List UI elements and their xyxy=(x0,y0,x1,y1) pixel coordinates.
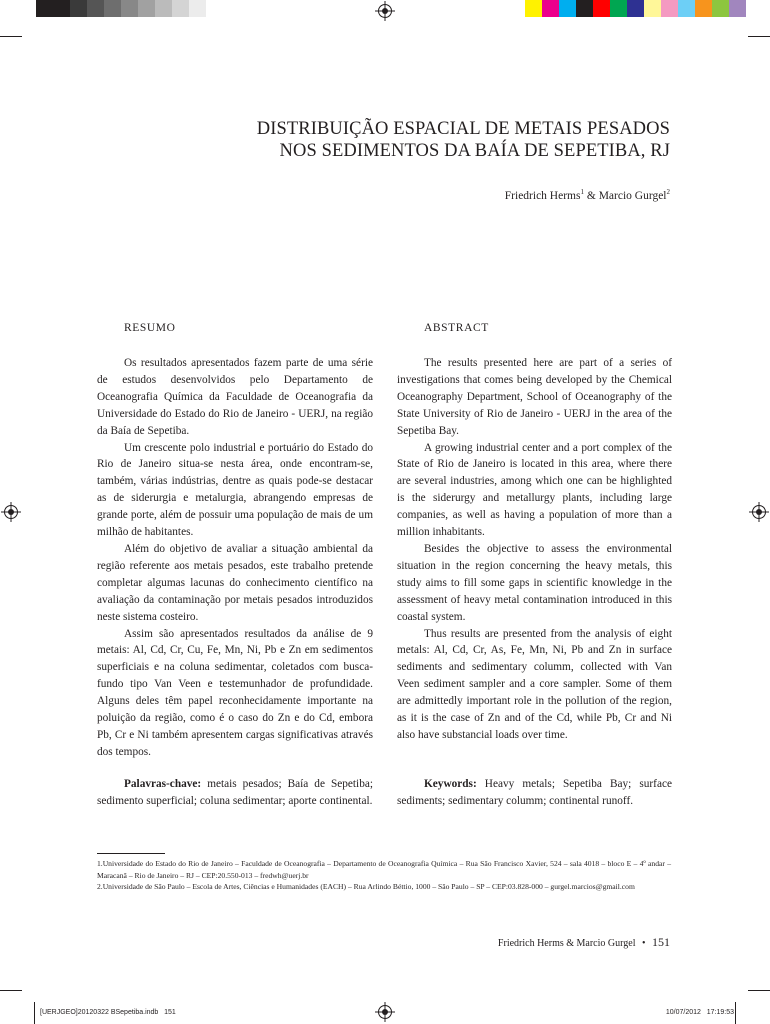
abstract-paragraph: The results presented here are part of a series of investigations that comes being developed by the Chemical Oceanography Department, School of Oceanography of the State University of Rio de Janeiro - UERJ in the area of the Sepetiba Bay. xyxy=(397,357,672,437)
author-1: Friedrich Herms xyxy=(504,190,581,202)
crop-mark xyxy=(34,1002,35,1024)
crop-mark xyxy=(748,36,770,37)
gray-swatch xyxy=(189,0,206,17)
title-line-2: NOS SEDIMENTOS DA BAÍA DE SEPETIBA, RJ xyxy=(279,141,670,161)
abstract-keywords xyxy=(397,776,672,810)
print-slug-timestamp: 10/07/2012 17:19:53 xyxy=(665,1009,734,1016)
running-footer xyxy=(498,935,670,950)
keywords-pt: metais pesados; Baía de Sepetiba; sedimento superficial; coluna sedimentar; aporte continental. xyxy=(97,778,373,807)
color-swatch xyxy=(627,0,644,17)
color-swatch xyxy=(695,0,712,17)
color-swatch xyxy=(542,0,559,17)
registration-mark-right xyxy=(752,505,766,519)
gray-swatch xyxy=(155,0,172,17)
color-swatch xyxy=(644,0,661,17)
grayscale-calibration-bar xyxy=(36,0,223,17)
footnote-2: 2.Universidade de São Paulo – Escola de Artes, Ciências e Humanidades (EACH) – Rua Arlindo Béttio, 1000 – São Paulo – SP – CEP:03.828-000 – gurgel.marcios@gmail.com xyxy=(97,882,635,891)
crop-mark xyxy=(0,990,22,991)
author-separator: & xyxy=(583,190,599,202)
color-swatch xyxy=(610,0,627,17)
author-2-affiliation-mark: 2 xyxy=(666,188,670,197)
registration-mark-bottom xyxy=(378,1005,392,1019)
color-swatch xyxy=(661,0,678,17)
color-swatch xyxy=(525,0,542,17)
resumo-paragraph: Um crescente polo industrial e portuário do Estado do Rio de Janeiro situa-se nesta área, onde encontram-se, também, várias indústrias, dentre as quais pode-se destacar as de siderurgia e metalurgia, abrangendo empresas de grande porte, além de possuir uma população de mais de um milhão de habitantes. xyxy=(97,441,373,539)
gray-swatch xyxy=(138,0,155,17)
resumo-body xyxy=(97,355,373,761)
color-swatch xyxy=(593,0,610,17)
resumo-paragraph: Assim são apresentados resultados da análise de 9 metais: Al, Cd, Cr, Cu, Fe, Mn, Ni, Pb e Zn em sedimentos superficiais e na coluna sedimentar, coletados com busca-fundo tipo Van Veen e testemunhador de profundidade. Alguns deles têm papel reconhecidamente importante na poluição da região, como é o caso do Zn e do Cd, embora Pb, Cr e Ni também apresentem cargas significativas através dos tempos. xyxy=(97,627,373,758)
crop-mark xyxy=(735,1002,736,1024)
footnotes xyxy=(97,858,671,893)
gray-swatch xyxy=(87,0,104,17)
crop-mark xyxy=(0,36,22,37)
crop-mark xyxy=(748,990,770,991)
abstract-paragraph: Thus results are presented from the analysis of eight metals: Al, Cd, Cr, As, Fe, Mn, Ni, Pb and Zn in surface sediments and sedimentary columm, collected with Van Veen sediment sampler and a core sampler. Some of them are admittedly important role in the pollution of the region, as it is the case of Zn and of the Cd, while Pb, Cr and Ni also have substancial loads over time. xyxy=(397,627,672,741)
color-swatch xyxy=(712,0,729,17)
author-1-affiliation-mark: 1 xyxy=(580,188,584,197)
author-line xyxy=(505,190,670,202)
registration-mark-top xyxy=(378,4,392,18)
gray-swatch xyxy=(53,0,70,17)
abstract-paragraph: A growing industrial center and a port complex of the State of Rio de Janeiro is located in this area, where there are several industries, among which one can be highlighted is the siderurgy and metallurgy plants, including large companies, as well as having a population of more than a million inhabitants. xyxy=(397,441,672,539)
color-calibration-bar xyxy=(525,0,746,17)
resumo-heading: RESUMO xyxy=(124,322,176,334)
footnote-1: 1.Universidade do Estado do Rio de Janeiro – Faculdade de Oceanografia – Departamento de Oceanografia Química – Rua São Francisco Xavier, 524 – sala 4018 – bloco E – 4º andar – Maracanã – Rio de Janeiro – RJ – CEP:20.550-013 – fredwh@uerj.br xyxy=(97,859,671,880)
color-swatch xyxy=(559,0,576,17)
color-swatch xyxy=(678,0,695,17)
running-footer-authors: Friedrich Herms & Marcio Gurgel xyxy=(497,938,636,949)
article-title xyxy=(150,118,670,162)
keywords-en: Heavy metals; Sepetiba Bay; surface sediments; sedimentary columm; continental runoff. xyxy=(397,778,672,807)
page-number: 151 xyxy=(652,935,670,949)
resumo-keywords xyxy=(97,776,373,810)
gray-swatch xyxy=(70,0,87,17)
abstract-paragraph: Besides the objective to assess the environmental situation in the region concerning the heavy metals, this study aims to fill some gaps in scientific knowledge in the assessment of heavy metal contamination introduced in this coastal system. xyxy=(397,542,672,623)
gray-swatch xyxy=(172,0,189,17)
abstract-body xyxy=(397,355,672,744)
abstract-heading: ABSTRACT xyxy=(424,322,489,334)
author-2: Marcio Gurgel xyxy=(598,190,667,202)
resumo-paragraph: Além do objetivo de avaliar a situação ambiental da região referente aos metais pesados, este trabalho pretende completar algumas lacunas do conhecimento científico na avaliação da contaminação por metais pesados introduzidos neste sistema costeiro. xyxy=(97,542,373,623)
gray-swatch xyxy=(36,0,53,17)
title-line-1: DISTRIBUIÇÃO ESPACIAL DE METAIS PESADOS xyxy=(256,119,670,139)
registration-mark-left xyxy=(4,505,18,519)
gray-swatch xyxy=(206,0,223,17)
keywords-label-en: Keywords: xyxy=(424,778,477,790)
color-swatch xyxy=(576,0,593,17)
keywords-label-pt: Palavras-chave: xyxy=(124,778,202,790)
running-footer-bullet: • xyxy=(641,938,646,949)
footnote-rule xyxy=(97,853,165,854)
print-slug-file: [UERJGEO]20120322 BSepetiba.indb 151 xyxy=(40,1009,176,1016)
gray-swatch xyxy=(104,0,121,17)
resumo-paragraph: Os resultados apresentados fazem parte de uma série de estudos desenvolvidos pelo Departamento de Oceanografia Química da Faculdade de Oceanografia da Universidade do Estado do Rio de Janeiro - UERJ, na região da Baía de Sepetiba. xyxy=(97,357,373,437)
color-swatch xyxy=(729,0,746,17)
gray-swatch xyxy=(121,0,138,17)
